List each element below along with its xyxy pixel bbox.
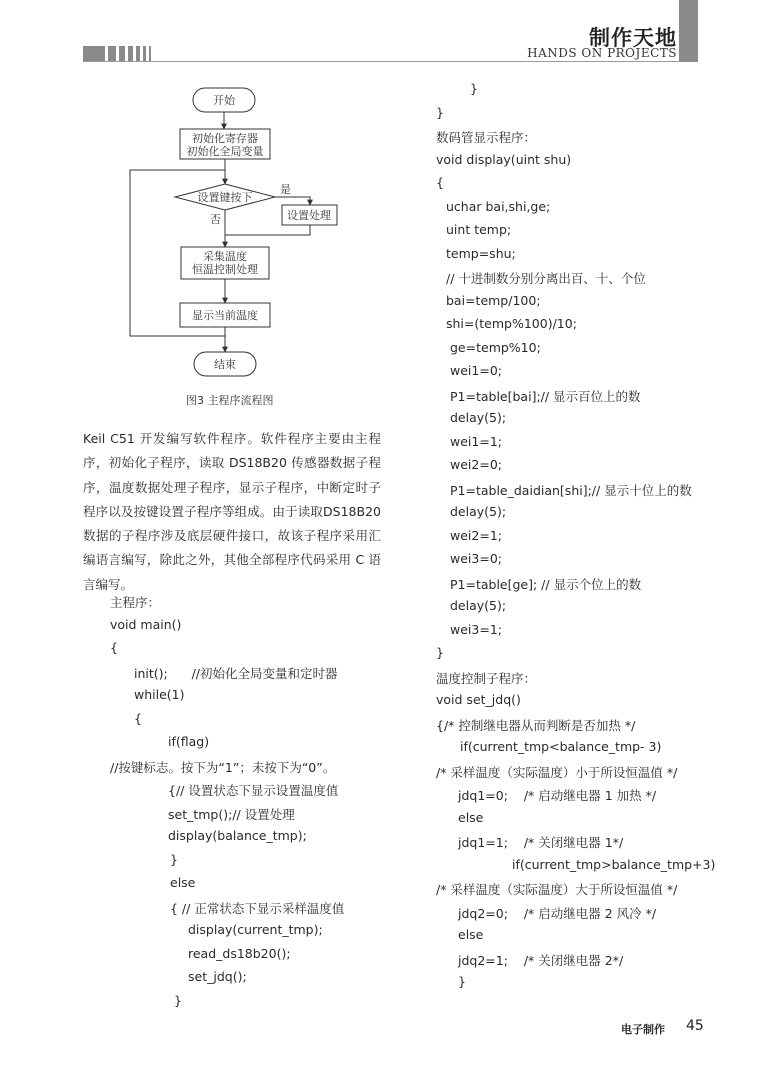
code-line: wei3=1; [450, 621, 502, 637]
collect-label-1: 采集温度 [203, 250, 247, 263]
code-line: P1=table[bai];// 显示百位上的数 [450, 388, 641, 404]
start-label: 开始 [213, 94, 235, 107]
code-line: wei1=1; [450, 433, 502, 449]
code-line: 数码管显示程序： [436, 130, 537, 145]
code-line: if(flag) [168, 734, 210, 749]
code-line: else [458, 927, 484, 942]
code-line: if(current_tmp<balance_tmp- 3) [460, 739, 662, 754]
code-line: 主程序： [110, 595, 161, 610]
code-line: /* 采样温度（实际温度）大于所设恒温值 */ [436, 882, 678, 897]
code-line: read_ds18b20(); [188, 945, 291, 961]
code-line: jdq2=0; /* 启动继电器 2 风冷 */ [458, 905, 657, 921]
code-line: shi=(temp%100)/10; [446, 316, 577, 331]
code-line: void set_jdq() [436, 692, 521, 707]
code-line: { [436, 175, 444, 190]
section-subtitle: HANDS ON PROJECTS [527, 46, 677, 60]
figure-caption: 图3 主程序流程图 [186, 394, 274, 407]
code-line: uint temp; [446, 222, 512, 237]
end-label: 结束 [214, 358, 236, 371]
header-tab-block [679, 0, 698, 62]
code-line: wei1=0; [450, 363, 502, 378]
code-line: display(current_tmp); [188, 922, 323, 937]
display-label: 显示当前温度 [192, 309, 258, 322]
code-line: temp=shu; [446, 245, 516, 261]
code-line: set_jdq(); [188, 969, 247, 984]
code-line: { [134, 710, 142, 726]
decision-label: 设置键按下 [197, 191, 253, 204]
code-line: jdq1=0; /* 启动继电器 1 加热 */ [458, 788, 657, 803]
code-line: } [170, 851, 178, 867]
code-line: jdq2=1; /* 关闭继电器 2*/ [458, 952, 624, 968]
footer-magazine-name: 电子制作 [621, 1023, 665, 1036]
code-line: uchar bai,shi,ge; [446, 198, 551, 214]
init-label-1: 初始化寄存器 [192, 132, 258, 145]
code-line: delay(5); [450, 504, 507, 519]
code-line: display(balance_tmp); [168, 828, 307, 843]
code-line: { [110, 640, 118, 655]
body-paragraph: Keil C51 开发编写软件程序。软件程序主要由主程序，初始化子程序，读取 DS18B20 传感器数据子程序，温度数据处理子程序，显示子程序，中断定时子程序以及按键设置子程序等组成。由于读取DS18B20 数据的子程序涉及底层硬件接口，故该子程序采用汇编语言编写，除此之外，其他全部程序代码采用 C 语言编写。 [83, 431, 381, 592]
code-line: {/* 控制继电器从而判断是否加热 */ [436, 717, 636, 733]
code-line: 温度控制子程序： [436, 670, 537, 686]
code-line: if(current_tmp>balance_tmp+3) [512, 856, 716, 872]
main-program-flowchart [110, 80, 370, 385]
code-line: delay(5); [450, 410, 507, 425]
code-line: } [436, 645, 444, 660]
code-line: delay(5); [450, 598, 507, 613]
settings-label: 设置处理 [287, 209, 331, 222]
code-line: } [470, 81, 478, 96]
code-line: wei2=1; [450, 527, 502, 543]
section-title: 制作天地 [589, 26, 677, 50]
header-decorative-bars [83, 46, 154, 62]
header-rule [83, 61, 679, 62]
code-line: } [174, 992, 182, 1008]
code-line: wei3=0; [450, 551, 502, 566]
code-line: } [436, 104, 444, 120]
code-line: else [170, 875, 196, 890]
code-line: ge=temp%10; [450, 339, 541, 355]
code-line: //按键标志。按下为“1”；未按下为“0”。 [110, 759, 336, 775]
code-line: { // 正常状态下显示采样温度值 [170, 900, 345, 916]
code-line: bai=temp/100; [446, 292, 541, 308]
code-line: wei2=0; [450, 457, 502, 472]
init-label-2: 初始化全局变量 [186, 145, 264, 158]
code-line: {// 设置状态下显示设置温度值 [168, 783, 339, 798]
code-line: void display(uint shu) [436, 151, 572, 167]
code-line: // 十进制数分别分离出百、十、个位 [446, 271, 646, 286]
yes-label: 是 [280, 183, 291, 196]
code-line: P1=table_daidian[shi];// 显示十位上的数 [450, 482, 692, 498]
code-line: else [458, 809, 484, 825]
code-line: init(); //初始化全局变量和定时器 [134, 665, 338, 681]
no-label: 否 [210, 213, 221, 226]
page-number: 45 [686, 1018, 704, 1034]
code-line: } [458, 974, 466, 989]
code-line: void main() [110, 616, 182, 632]
code-line: /* 采样温度（实际温度）小于所设恒温值 */ [436, 764, 678, 780]
code-line: P1=table[ge]; // 显示个位上的数 [450, 576, 642, 592]
code-line: jdq1=1; /* 关闭继电器 1*/ [458, 835, 624, 850]
code-line: while(1) [134, 687, 185, 702]
code-line: set_tmp();// 设置处理 [168, 806, 295, 822]
collect-label-2: 恒温控制处理 [192, 263, 258, 276]
